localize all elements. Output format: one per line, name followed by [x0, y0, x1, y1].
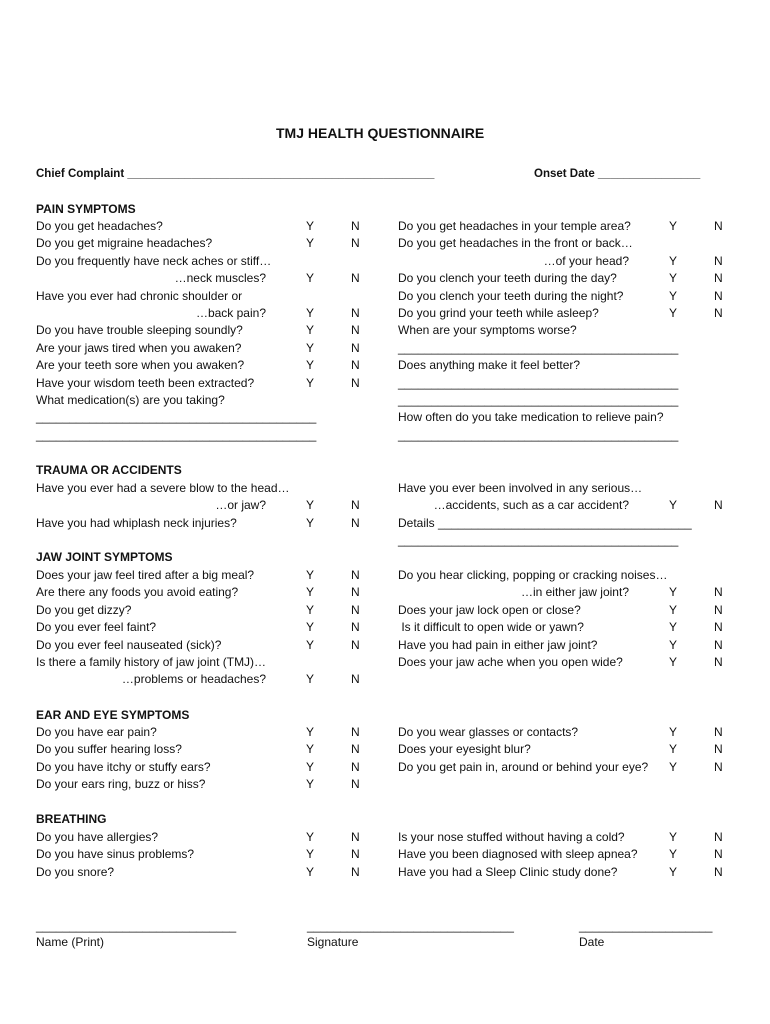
- no-option[interactable]: N: [351, 323, 360, 337]
- no-option[interactable]: N: [351, 516, 360, 530]
- question-text: How often do you take medication to relieve pain?: [398, 410, 664, 424]
- section-pain-heading: PAIN SYMPTOMS: [36, 202, 136, 216]
- date-line[interactable]: ____________________: [579, 919, 713, 933]
- yes-option[interactable]: Y: [306, 271, 315, 285]
- yes-option[interactable]: Y: [669, 830, 678, 844]
- no-option[interactable]: N: [351, 603, 360, 617]
- yes-option[interactable]: Y: [306, 219, 315, 233]
- yes-option[interactable]: Y: [306, 236, 315, 250]
- no-option[interactable]: N: [714, 603, 723, 617]
- question-text: …of your head?: [543, 254, 629, 268]
- answer-line[interactable]: __________________________________________: [398, 428, 679, 442]
- yes-option[interactable]: Y: [669, 219, 678, 233]
- yes-option[interactable]: Y: [306, 725, 315, 739]
- no-option[interactable]: N: [714, 254, 723, 268]
- yes-option[interactable]: Y: [306, 742, 315, 756]
- date-label: Date: [579, 935, 605, 949]
- section-ear-heading: EAR AND EYE SYMPTOMS: [36, 708, 190, 722]
- yes-option[interactable]: Y: [306, 516, 315, 530]
- name-signature-line[interactable]: ______________________________: [36, 919, 237, 933]
- no-option[interactable]: N: [351, 219, 360, 233]
- yes-option[interactable]: Y: [306, 341, 315, 355]
- answer-line[interactable]: __________________________________________: [398, 533, 679, 547]
- question-text: Have you been diagnosed with sleep apnea?: [398, 847, 638, 861]
- no-option[interactable]: N: [714, 830, 723, 844]
- question-text: Do you ever feel nauseated (sick)?: [36, 638, 222, 652]
- question-text: …back pain?: [195, 306, 266, 320]
- yes-option[interactable]: Y: [669, 847, 678, 861]
- question-text: Do your ears ring, buzz or hiss?: [36, 777, 206, 791]
- question-text: Are your jaws tired when you awaken?: [36, 341, 242, 355]
- yes-option[interactable]: Y: [306, 603, 315, 617]
- yes-option[interactable]: Y: [306, 358, 315, 372]
- yes-option[interactable]: Y: [306, 672, 315, 686]
- no-option[interactable]: N: [351, 306, 360, 320]
- no-option[interactable]: N: [351, 830, 360, 844]
- signature-label: Signature: [307, 935, 359, 949]
- question-text: Does your eyesight blur?: [398, 742, 531, 756]
- question-text: What medication(s) are you taking?: [36, 393, 225, 407]
- no-option[interactable]: N: [714, 289, 723, 303]
- yes-option[interactable]: Y: [306, 323, 315, 337]
- no-option[interactable]: N: [714, 865, 723, 879]
- chief-complaint-field[interactable]: Chief Complaint ________________________________________________: [36, 168, 435, 180]
- question-text: Is your nose stuffed without having a cold?: [398, 830, 625, 844]
- question-text: Is it difficult to open wide or yawn?: [398, 620, 584, 634]
- section-breathing-heading: BREATHING: [36, 812, 107, 826]
- question-text: Have you had pain in either jaw joint?: [398, 638, 598, 652]
- no-option[interactable]: N: [351, 672, 360, 686]
- no-option[interactable]: N: [714, 760, 723, 774]
- question-text: Have you had whiplash neck injuries?: [36, 516, 237, 530]
- question-text: Does your jaw ache when you open wide?: [398, 655, 623, 669]
- question-text: Have your wisdom teeth been extracted?: [36, 376, 255, 390]
- no-option[interactable]: N: [351, 777, 360, 791]
- question-text: …in either jaw joint?: [520, 585, 629, 599]
- signature-line[interactable]: _______________________________: [307, 919, 514, 933]
- question-text: When are your symptoms worse?: [398, 323, 577, 337]
- question-text: Have you ever been involved in any serious…: [398, 481, 643, 495]
- yes-option[interactable]: Y: [669, 865, 678, 879]
- no-option[interactable]: N: [714, 306, 723, 320]
- question-text: Do you get headaches in the front or back…: [398, 236, 633, 250]
- name-print-label: Name (Print): [36, 935, 105, 949]
- no-option[interactable]: N: [714, 498, 723, 512]
- question-text: Does your jaw feel tired after a big meal?: [36, 568, 255, 582]
- no-option[interactable]: N: [351, 341, 360, 355]
- question-text: Is there a family history of jaw joint (TMJ)…: [36, 655, 267, 669]
- question-text: …neck muscles?: [174, 271, 266, 285]
- answer-line[interactable]: __________________________________________: [398, 376, 679, 390]
- no-option[interactable]: N: [351, 236, 360, 250]
- question-text: Do you have allergies?: [36, 830, 159, 844]
- no-option[interactable]: N: [351, 376, 360, 390]
- question-text: Do you get pain in, around or behind your eye?: [398, 760, 649, 774]
- question-text: Have you ever had chronic shoulder or: [36, 289, 243, 303]
- onset-date-field[interactable]: Onset Date ________________: [534, 168, 701, 180]
- no-option[interactable]: N: [351, 638, 360, 652]
- yes-option[interactable]: Y: [306, 638, 315, 652]
- no-option[interactable]: N: [351, 620, 360, 634]
- section-trauma-heading: TRAUMA OR ACCIDENTS: [36, 463, 182, 477]
- no-option[interactable]: N: [714, 219, 723, 233]
- question-text: Have you had a Sleep Clinic study done?: [398, 865, 618, 879]
- question-text: Do you wear glasses or contacts?: [398, 725, 579, 739]
- yes-option[interactable]: Y: [306, 777, 315, 791]
- yes-option[interactable]: Y: [306, 376, 315, 390]
- answer-line[interactable]: __________________________________________: [36, 410, 317, 424]
- yes-option[interactable]: Y: [306, 760, 315, 774]
- yes-option[interactable]: Y: [306, 847, 315, 861]
- no-option[interactable]: N: [351, 865, 360, 879]
- no-option[interactable]: N: [714, 638, 723, 652]
- no-option[interactable]: N: [714, 271, 723, 285]
- question-text: Do you have sinus problems?: [36, 847, 195, 861]
- section-jaw-heading: JAW JOINT SYMPTOMS: [36, 550, 173, 564]
- no-option[interactable]: N: [351, 498, 360, 512]
- page-title: TMJ HEALTH QUESTIONNAIRE: [276, 125, 485, 141]
- yes-option[interactable]: Y: [306, 830, 315, 844]
- yes-option[interactable]: Y: [669, 585, 678, 599]
- question-text: Do you ever feel faint?: [36, 620, 157, 634]
- no-option[interactable]: N: [351, 760, 360, 774]
- yes-option[interactable]: Y: [669, 254, 678, 268]
- yes-option[interactable]: Y: [306, 865, 315, 879]
- question-text: Do you have ear pain?: [36, 725, 157, 739]
- no-option[interactable]: N: [351, 725, 360, 739]
- yes-option[interactable]: Y: [306, 585, 315, 599]
- yes-option[interactable]: Y: [306, 568, 315, 582]
- question-text: …accidents, such as a car accident?: [433, 498, 629, 512]
- yes-option[interactable]: Y: [669, 271, 678, 285]
- yes-option[interactable]: Y: [669, 760, 678, 774]
- no-option[interactable]: N: [714, 847, 723, 861]
- yes-option[interactable]: Y: [306, 498, 315, 512]
- no-option[interactable]: N: [351, 568, 360, 582]
- answer-line[interactable]: __________________________________________: [398, 341, 679, 355]
- question-text: …problems or headaches?: [121, 672, 266, 686]
- no-option[interactable]: N: [351, 271, 360, 285]
- question-text: Does your jaw lock open or close?: [398, 603, 581, 617]
- question-text: Do you snore?: [36, 865, 115, 879]
- no-option[interactable]: N: [351, 847, 360, 861]
- question-text: Does anything make it feel better?: [398, 358, 581, 372]
- yes-option[interactable]: Y: [669, 603, 678, 617]
- yes-option[interactable]: Y: [669, 498, 678, 512]
- question-text: Do you get headaches?: [36, 219, 163, 233]
- answer-line[interactable]: __________________________________________: [398, 393, 679, 407]
- answer-line[interactable]: __________________________________________: [36, 428, 317, 442]
- question-text: Do you have trouble sleeping soundly?: [36, 323, 243, 337]
- question-text: Do you have itchy or stuffy ears?: [36, 760, 211, 774]
- yes-option[interactable]: Y: [669, 620, 678, 634]
- answer-line[interactable]: Details ______________________________________: [398, 516, 692, 530]
- yes-option[interactable]: Y: [669, 725, 678, 739]
- no-option[interactable]: N: [714, 655, 723, 669]
- no-option[interactable]: N: [714, 585, 723, 599]
- no-option[interactable]: N: [714, 742, 723, 756]
- question-text: Are there any foods you avoid eating?: [36, 585, 239, 599]
- question-text: Do you get dizzy?: [36, 603, 132, 617]
- question-text: Do you hear clicking, popping or cracking noises…: [398, 568, 668, 582]
- question-text: Have you ever had a severe blow to the head…: [36, 481, 290, 495]
- yes-option[interactable]: Y: [669, 306, 678, 320]
- question-text: Do you clench your teeth during the day?: [398, 271, 617, 285]
- yes-option[interactable]: Y: [669, 742, 678, 756]
- no-option[interactable]: N: [351, 358, 360, 372]
- question-text: …or jaw?: [215, 498, 266, 512]
- question-text: Do you frequently have neck aches or stiff…: [36, 254, 272, 268]
- no-option[interactable]: N: [351, 742, 360, 756]
- question-text: Do you grind your teeth while asleep?: [398, 306, 599, 320]
- no-option[interactable]: N: [351, 585, 360, 599]
- yes-option[interactable]: Y: [669, 638, 678, 652]
- yes-option[interactable]: Y: [306, 620, 315, 634]
- question-text: Do you get migraine headaches?: [36, 236, 213, 250]
- question-text: Do you suffer hearing loss?: [36, 742, 182, 756]
- no-option[interactable]: N: [714, 725, 723, 739]
- question-text: Are your teeth sore when you awaken?: [36, 358, 245, 372]
- yes-option[interactable]: Y: [669, 289, 678, 303]
- no-option[interactable]: N: [714, 620, 723, 634]
- yes-option[interactable]: Y: [669, 655, 678, 669]
- question-text: Do you get headaches in your temple area?: [398, 219, 631, 233]
- question-text: Do you clench your teeth during the night?: [398, 289, 624, 303]
- yes-option[interactable]: Y: [306, 306, 315, 320]
